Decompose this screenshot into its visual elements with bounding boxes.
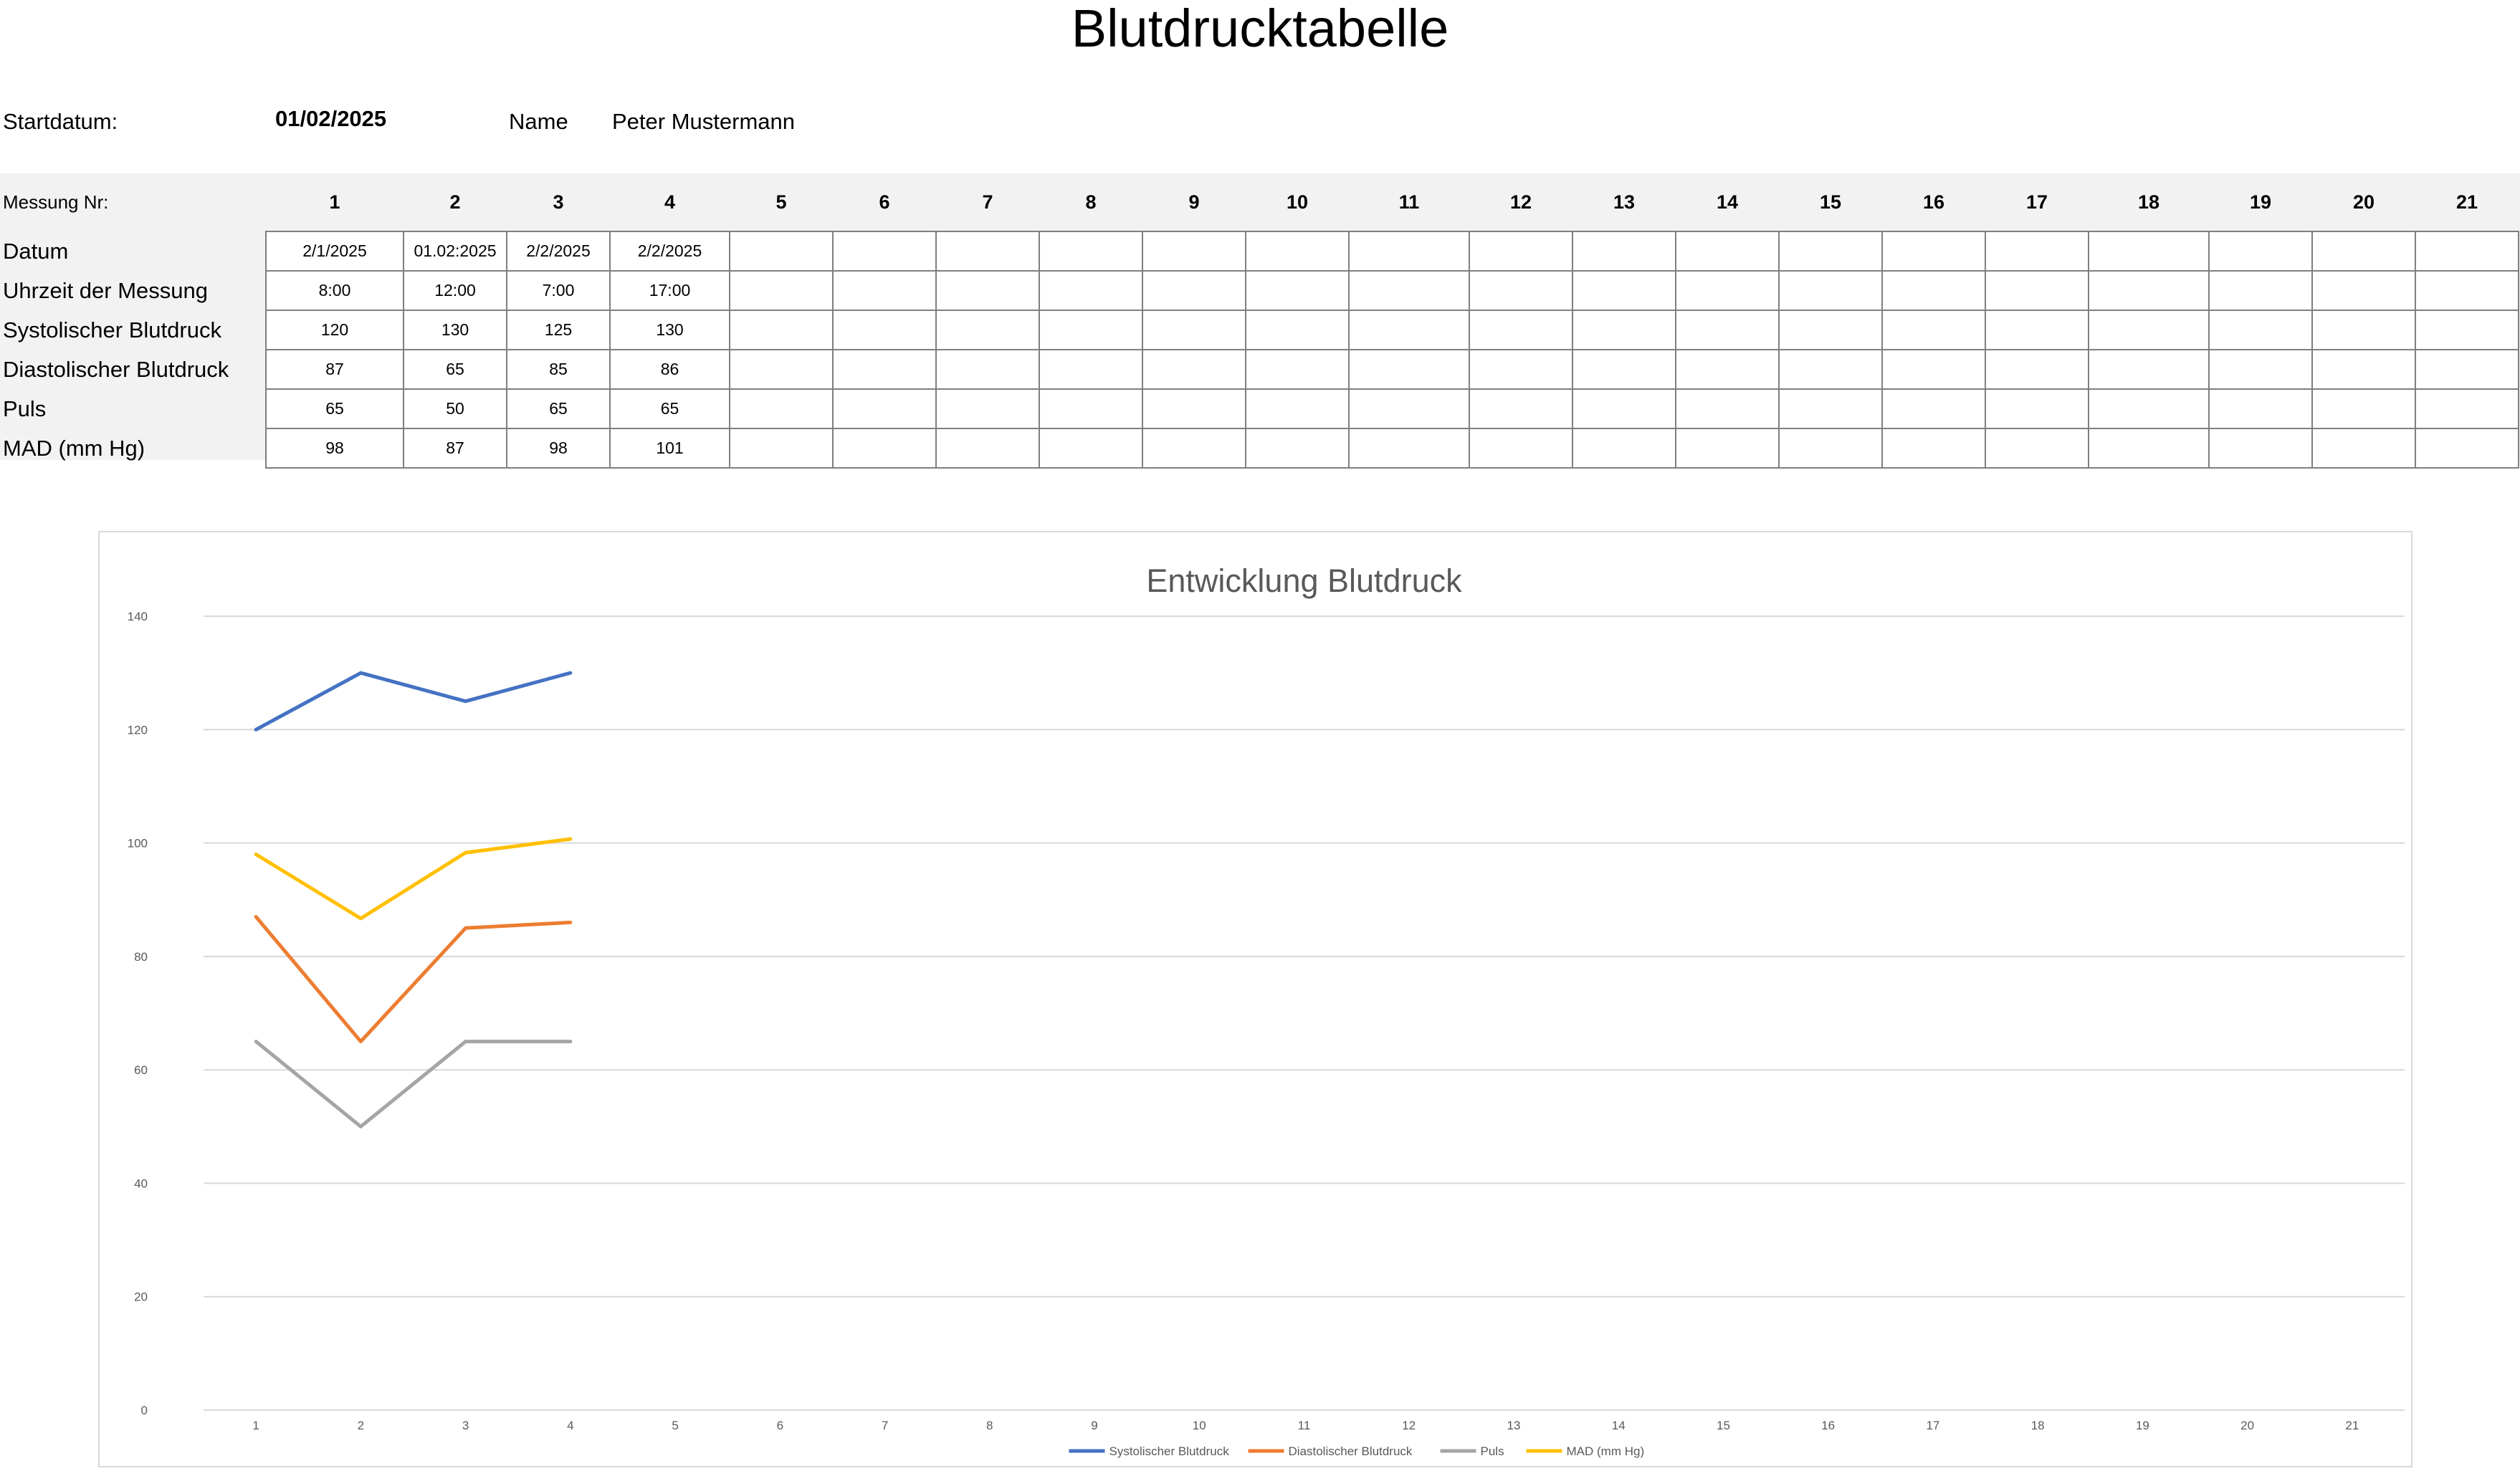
table-cell[interactable] bbox=[1469, 310, 1572, 350]
table-cell[interactable]: 2/2/2025 bbox=[610, 231, 730, 271]
table-cell[interactable] bbox=[2089, 350, 2209, 389]
table-cell[interactable] bbox=[1142, 271, 1246, 310]
series-line-1[interactable] bbox=[256, 673, 571, 729]
table-cell[interactable] bbox=[1469, 428, 1572, 468]
table-cell[interactable] bbox=[1039, 389, 1142, 428]
table-cell[interactable] bbox=[1882, 271, 1985, 310]
table-row bbox=[0, 231, 2519, 271]
y-tick-label: 60 bbox=[134, 1063, 148, 1078]
legend-entry[interactable]: MAD (mm Hg) bbox=[1566, 1444, 1645, 1458]
legend-entry[interactable]: Diastolischer Blutdruck bbox=[1288, 1444, 1413, 1458]
table-cell[interactable] bbox=[1349, 231, 1469, 271]
table-cell[interactable] bbox=[2312, 271, 2415, 310]
table-cell[interactable] bbox=[2089, 231, 2209, 271]
table-cell[interactable] bbox=[1039, 310, 1142, 350]
row-label: MAD (mm Hg) bbox=[3, 435, 145, 461]
table-cell[interactable] bbox=[1676, 231, 1779, 271]
table-cell[interactable] bbox=[1572, 350, 1676, 389]
table-cell[interactable]: 2/2/2025 bbox=[507, 231, 610, 271]
series-line-4[interactable] bbox=[256, 839, 571, 919]
table-cell[interactable] bbox=[2415, 389, 2519, 428]
x-tick-label: 9 bbox=[1091, 1419, 1098, 1432]
table-cell[interactable] bbox=[1985, 271, 2089, 310]
table-cell[interactable]: 87 bbox=[404, 428, 507, 468]
x-tick-label: 15 bbox=[1716, 1419, 1730, 1432]
table-cell[interactable] bbox=[1779, 389, 1882, 428]
table-cell[interactable]: 2/1/2025 bbox=[266, 231, 404, 271]
table-cell[interactable] bbox=[2209, 389, 2312, 428]
table-cell[interactable] bbox=[1246, 350, 1349, 389]
table-cell[interactable] bbox=[2415, 428, 2519, 468]
measurement-number: 5 bbox=[775, 191, 787, 213]
table-cell[interactable] bbox=[1349, 310, 1469, 350]
x-tick-label: 2 bbox=[357, 1419, 365, 1432]
table-cell[interactable] bbox=[1349, 271, 1469, 310]
table-cell[interactable] bbox=[1246, 231, 1349, 271]
name-value[interactable]: Peter Mustermann bbox=[612, 109, 795, 134]
table-cell[interactable] bbox=[936, 428, 1039, 468]
measurement-number: 9 bbox=[1188, 191, 1200, 213]
x-tick-label: 19 bbox=[2135, 1419, 2149, 1432]
table-cell[interactable] bbox=[1882, 428, 1985, 468]
table-cell[interactable] bbox=[1246, 389, 1349, 428]
table-cell[interactable] bbox=[1469, 231, 1572, 271]
x-tick-label: 5 bbox=[672, 1419, 679, 1432]
legend-entry[interactable]: Systolischer Blutdruck bbox=[1109, 1444, 1229, 1458]
table-cell[interactable] bbox=[1779, 310, 1882, 350]
table-cell[interactable] bbox=[833, 389, 936, 428]
table-cell[interactable] bbox=[833, 350, 936, 389]
table-cell[interactable] bbox=[1676, 271, 1779, 310]
table-cell[interactable] bbox=[936, 310, 1039, 350]
table-cell[interactable] bbox=[1676, 428, 1779, 468]
table-cell[interactable]: 01.02:2025 bbox=[404, 231, 507, 271]
y-tick-label: 20 bbox=[134, 1290, 148, 1304]
table-cell[interactable] bbox=[1142, 310, 1246, 350]
table-cell[interactable] bbox=[1985, 231, 2089, 271]
x-tick-label: 3 bbox=[462, 1419, 469, 1432]
x-tick-label: 7 bbox=[881, 1419, 889, 1432]
table-cell[interactable] bbox=[936, 271, 1039, 310]
table-cell[interactable] bbox=[1469, 271, 1572, 310]
table-cell[interactable]: 50 bbox=[404, 389, 507, 428]
measurement-number: 19 bbox=[2249, 191, 2272, 213]
table-cell[interactable] bbox=[1142, 389, 1246, 428]
table-cell[interactable]: 12:00 bbox=[404, 271, 507, 310]
table-cell[interactable]: 125 bbox=[507, 310, 610, 350]
table-cell[interactable] bbox=[1572, 310, 1676, 350]
legend-entry[interactable]: Puls bbox=[1480, 1444, 1504, 1458]
x-tick-label: 21 bbox=[2345, 1419, 2359, 1432]
table-cell[interactable] bbox=[730, 271, 833, 310]
table-cell[interactable] bbox=[730, 389, 833, 428]
x-tick-label: 10 bbox=[1192, 1419, 1206, 1432]
table-cell[interactable] bbox=[1039, 271, 1142, 310]
table-cell[interactable]: 120 bbox=[266, 310, 404, 350]
y-tick-label: 120 bbox=[127, 723, 148, 737]
table-cell[interactable] bbox=[1039, 350, 1142, 389]
page-title: Blutdrucktabelle bbox=[1071, 0, 1449, 58]
measurement-number: 15 bbox=[1819, 191, 1842, 213]
blood-pressure-table bbox=[0, 173, 2519, 469]
row-label: Uhrzeit der Messung bbox=[3, 277, 209, 303]
y-tick-label: 100 bbox=[127, 836, 148, 851]
table-cell[interactable] bbox=[1246, 428, 1349, 468]
measurement-number: 18 bbox=[2137, 191, 2160, 213]
table-cell[interactable] bbox=[833, 231, 936, 271]
table-cell[interactable] bbox=[2312, 310, 2415, 350]
chart-container[interactable] bbox=[98, 531, 2412, 1467]
table-cell[interactable]: 130 bbox=[610, 310, 730, 350]
table-cell[interactable] bbox=[1349, 428, 1469, 468]
y-tick-label: 140 bbox=[127, 610, 148, 623]
table-cell[interactable] bbox=[833, 271, 936, 310]
x-tick-label: 1 bbox=[252, 1419, 259, 1432]
measurement-number: 3 bbox=[553, 191, 564, 213]
table-cell[interactable] bbox=[936, 389, 1039, 428]
table-cell[interactable] bbox=[2209, 428, 2312, 468]
table-cell[interactable] bbox=[1985, 310, 2089, 350]
table-cell[interactable] bbox=[2415, 310, 2519, 350]
y-tick-label: 80 bbox=[134, 949, 148, 964]
table-cell[interactable] bbox=[936, 350, 1039, 389]
start-date-label: Startdatum: bbox=[3, 109, 118, 134]
row-label: Diastolischer Blutdruck bbox=[3, 356, 229, 382]
table-cell[interactable] bbox=[2209, 231, 2312, 271]
table-cell[interactable] bbox=[1882, 310, 1985, 350]
table-cell[interactable] bbox=[2415, 271, 2519, 310]
table-cell[interactable] bbox=[2312, 428, 2415, 468]
measurement-number: 2 bbox=[449, 191, 461, 213]
table-cell[interactable]: 8:00 bbox=[266, 271, 404, 310]
row-label: Puls bbox=[3, 396, 47, 421]
table-header-row bbox=[0, 173, 2519, 231]
table-cell[interactable] bbox=[2089, 271, 2209, 310]
x-tick-label: 14 bbox=[1611, 1419, 1626, 1432]
table-cell[interactable] bbox=[1142, 231, 1246, 271]
measurement-number: 1 bbox=[329, 191, 340, 213]
table-cell[interactable] bbox=[1779, 428, 1882, 468]
table-cell[interactable] bbox=[2209, 271, 2312, 310]
table-cell[interactable] bbox=[1246, 310, 1349, 350]
table-cell[interactable] bbox=[1676, 389, 1779, 428]
x-tick-label: 8 bbox=[986, 1419, 993, 1432]
table-cell[interactable] bbox=[1985, 350, 2089, 389]
x-tick-label: 17 bbox=[1926, 1419, 1940, 1432]
table-cell[interactable] bbox=[1985, 389, 2089, 428]
measurement-number: 12 bbox=[1509, 191, 1532, 213]
table-row bbox=[0, 310, 2519, 350]
table-cell[interactable] bbox=[730, 350, 833, 389]
table-cell[interactable] bbox=[1572, 231, 1676, 271]
table-cell[interactable] bbox=[1676, 350, 1779, 389]
measurement-number: 11 bbox=[1398, 191, 1420, 213]
table-cell[interactable] bbox=[1469, 350, 1572, 389]
table-cell[interactable] bbox=[1882, 231, 1985, 271]
table-cell[interactable]: 65 bbox=[610, 389, 730, 428]
x-tick-label: 18 bbox=[2030, 1419, 2045, 1432]
table-cell[interactable] bbox=[1349, 350, 1469, 389]
table-cell[interactable]: 86 bbox=[610, 350, 730, 389]
x-tick-label: 13 bbox=[1507, 1419, 1521, 1432]
table-row bbox=[0, 350, 2519, 389]
table-cell[interactable] bbox=[1779, 271, 1882, 310]
row-label: Systolischer Blutdruck bbox=[3, 317, 221, 342]
table-cell[interactable] bbox=[2312, 231, 2415, 271]
table-row bbox=[0, 271, 2519, 310]
measurement-number: 14 bbox=[1716, 191, 1739, 213]
table-cell[interactable]: 65 bbox=[404, 350, 507, 389]
table-row bbox=[0, 389, 2519, 428]
table-cell[interactable] bbox=[1572, 271, 1676, 310]
table-cell[interactable] bbox=[1349, 389, 1469, 428]
table-cell[interactable] bbox=[1779, 350, 1882, 389]
table-cell[interactable] bbox=[1676, 310, 1779, 350]
table-cell[interactable] bbox=[2209, 350, 2312, 389]
x-tick-label: 6 bbox=[776, 1419, 784, 1432]
table-cell[interactable]: 98 bbox=[266, 428, 404, 468]
table-cell[interactable] bbox=[1882, 389, 1985, 428]
table-cell[interactable] bbox=[833, 310, 936, 350]
measurement-number: 21 bbox=[2455, 191, 2478, 213]
start-date-value[interactable]: 01/02/2025 bbox=[275, 106, 387, 131]
x-tick-label: 11 bbox=[1297, 1419, 1311, 1432]
table-cell[interactable] bbox=[2209, 310, 2312, 350]
table-cell[interactable] bbox=[936, 231, 1039, 271]
table-cell[interactable] bbox=[1469, 389, 1572, 428]
table-cell[interactable] bbox=[2312, 389, 2415, 428]
row-label: Datum bbox=[3, 238, 69, 264]
table-cell[interactable] bbox=[1246, 271, 1349, 310]
y-tick-label: 40 bbox=[134, 1177, 148, 1191]
table-cell[interactable] bbox=[2089, 389, 2209, 428]
table-cell[interactable]: 85 bbox=[507, 350, 610, 389]
series-line-3[interactable] bbox=[256, 1042, 571, 1127]
table-cell[interactable] bbox=[1142, 350, 1246, 389]
header-label: Messung Nr: bbox=[3, 191, 109, 213]
table-cell[interactable]: 101 bbox=[610, 428, 730, 468]
table-cell[interactable] bbox=[730, 310, 833, 350]
table-cell[interactable]: 65 bbox=[266, 389, 404, 428]
table-cell[interactable] bbox=[2089, 428, 2209, 468]
chart-title: Entwicklung Blutdruck bbox=[1146, 562, 1462, 599]
table-cell[interactable]: 7:00 bbox=[507, 271, 610, 310]
measurement-number: 20 bbox=[2352, 191, 2375, 213]
table-cell[interactable] bbox=[2415, 350, 2519, 389]
measurement-number: 6 bbox=[879, 191, 890, 213]
table-cell[interactable] bbox=[2415, 231, 2519, 271]
table-cell[interactable]: 98 bbox=[507, 428, 610, 468]
table-cell[interactable] bbox=[1882, 350, 1985, 389]
x-tick-label: 20 bbox=[2240, 1419, 2255, 1432]
x-tick-label: 4 bbox=[567, 1419, 574, 1432]
x-tick-label: 12 bbox=[1402, 1419, 1416, 1432]
table-cell[interactable] bbox=[1985, 428, 2089, 468]
series-line-2[interactable] bbox=[256, 916, 571, 1041]
table-cell[interactable] bbox=[1779, 231, 1882, 271]
measurement-number: 8 bbox=[1085, 191, 1097, 213]
table-cell[interactable] bbox=[2089, 310, 2209, 350]
table-cell[interactable]: 130 bbox=[404, 310, 507, 350]
table-cell[interactable]: 17:00 bbox=[610, 271, 730, 310]
table-cell[interactable] bbox=[2312, 350, 2415, 389]
table-cell[interactable] bbox=[1572, 428, 1676, 468]
name-label: Name bbox=[509, 109, 568, 134]
table-cell[interactable] bbox=[730, 231, 833, 271]
measurement-number: 10 bbox=[1286, 191, 1309, 213]
measurement-number: 4 bbox=[664, 191, 676, 213]
measurement-number: 17 bbox=[2025, 191, 2048, 213]
table-cell[interactable] bbox=[1142, 428, 1246, 468]
table-row bbox=[0, 428, 2519, 468]
blood-pressure-chart bbox=[100, 532, 2411, 1466]
x-tick-label: 16 bbox=[1821, 1419, 1836, 1432]
table-cell[interactable] bbox=[730, 428, 833, 468]
table-cell[interactable] bbox=[833, 428, 936, 468]
measurement-number: 7 bbox=[982, 191, 993, 213]
measurement-number: 13 bbox=[1613, 191, 1636, 213]
table-cell[interactable] bbox=[1039, 428, 1142, 468]
measurement-number: 16 bbox=[1922, 191, 1945, 213]
table-cell[interactable]: 87 bbox=[266, 350, 404, 389]
table-cell[interactable]: 65 bbox=[507, 389, 610, 428]
table-cell[interactable] bbox=[1039, 231, 1142, 271]
table-cell[interactable] bbox=[1572, 389, 1676, 428]
y-tick-label: 0 bbox=[140, 1404, 148, 1417]
